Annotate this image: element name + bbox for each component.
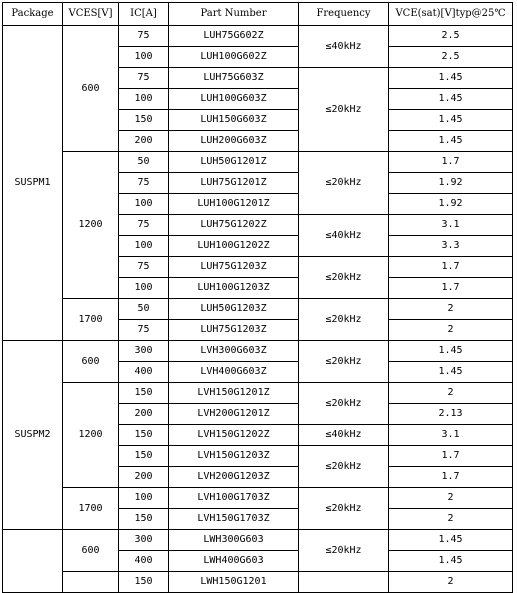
frequency-cell: ≤20kHz [299, 530, 389, 572]
vce-sat-cell: 1.92 [389, 173, 513, 194]
vces-cell: 600 [63, 530, 119, 572]
header-vce-sat: VCE(sat)[V]typ@25℃ [389, 3, 513, 26]
ic-cell: 150 [119, 572, 169, 593]
vce-sat-cell: 3.1 [389, 425, 513, 446]
table-row [3, 488, 513, 509]
ic-cell: 400 [119, 362, 169, 383]
vces-cell: 1200 [63, 152, 119, 299]
ic-cell: 75 [119, 215, 169, 236]
vces-cell: 1700 [63, 488, 119, 530]
package-cell: SUSPM1 [3, 26, 63, 341]
vce-sat-cell: 2 [389, 320, 513, 341]
frequency-cell: ≤20kHz [299, 383, 389, 425]
part-number-cell: LUH100G1202Z [169, 236, 299, 257]
part-number-cell: LUH75G603Z [169, 68, 299, 89]
part-number-cell: LVH150G1203Z [169, 446, 299, 467]
ic-cell: 50 [119, 299, 169, 320]
frequency-cell: ≤40kHz [299, 26, 389, 68]
ic-cell: 150 [119, 446, 169, 467]
ic-cell: 200 [119, 131, 169, 152]
ic-cell: 100 [119, 47, 169, 68]
ic-cell: 50 [119, 152, 169, 173]
part-number-cell: LVH200G1201Z [169, 404, 299, 425]
ic-cell: 75 [119, 257, 169, 278]
frequency-cell: ≤20kHz [299, 488, 389, 530]
package-cell: SUSPM2 [3, 341, 63, 530]
ic-cell: 75 [119, 173, 169, 194]
part-number-cell: LUH200G603Z [169, 131, 299, 152]
part-number-cell: LVH150G1202Z [169, 425, 299, 446]
vce-sat-cell: 2 [389, 509, 513, 530]
frequency-cell: ≤20kHz [299, 152, 389, 215]
vce-sat-cell: 1.7 [389, 446, 513, 467]
vces-cell: 1700 [63, 299, 119, 341]
part-number-cell: LVH300G603Z [169, 341, 299, 362]
part-number-cell: LVH100G1703Z [169, 488, 299, 509]
table-row [3, 341, 513, 362]
part-number-cell: LWH300G603 [169, 530, 299, 551]
part-number-cell: LUH150G603Z [169, 110, 299, 131]
frequency-cell: ≤20kHz [299, 446, 389, 488]
table-row [3, 572, 513, 593]
ic-cell: 100 [119, 236, 169, 257]
part-number-cell: LVH200G1203Z [169, 467, 299, 488]
ic-cell: 100 [119, 278, 169, 299]
vce-sat-cell: 1.45 [389, 110, 513, 131]
ic-cell: 100 [119, 488, 169, 509]
part-number-cell: LUH100G1203Z [169, 278, 299, 299]
part-number-cell: LVH150G1703Z [169, 509, 299, 530]
vce-sat-cell: 1.7 [389, 467, 513, 488]
frequency-cell: ≤20kHz [299, 68, 389, 152]
vce-sat-cell: 1.45 [389, 362, 513, 383]
package-cell [3, 530, 63, 593]
part-number-cell: LUH100G603Z [169, 89, 299, 110]
table-row [3, 530, 513, 551]
part-number-cell: LUH75G1202Z [169, 215, 299, 236]
vces-cell: 600 [63, 341, 119, 383]
vce-sat-cell: 1.7 [389, 278, 513, 299]
vce-sat-cell: 2 [389, 383, 513, 404]
ic-cell: 75 [119, 26, 169, 47]
frequency-cell: ≤20kHz [299, 341, 389, 383]
part-number-cell: LUH75G1203Z [169, 320, 299, 341]
header-package: Package [3, 3, 63, 26]
ic-cell: 75 [119, 320, 169, 341]
vces-cell: 1200 [63, 383, 119, 488]
ic-cell: 200 [119, 404, 169, 425]
vces-cell [63, 572, 119, 593]
vce-sat-cell: 1.45 [389, 341, 513, 362]
vce-sat-cell: 1.45 [389, 530, 513, 551]
vce-sat-cell: 3.3 [389, 236, 513, 257]
vce-sat-cell: 1.45 [389, 551, 513, 572]
vce-sat-cell: 3.1 [389, 215, 513, 236]
vce-sat-cell: 1.92 [389, 194, 513, 215]
ic-cell: 400 [119, 551, 169, 572]
ic-cell: 150 [119, 110, 169, 131]
vce-sat-cell: 1.45 [389, 89, 513, 110]
table-row [3, 152, 513, 173]
header-frequency: Frequency [299, 3, 389, 26]
part-number-cell: LVH150G1201Z [169, 383, 299, 404]
part-number-cell: LUH75G1201Z [169, 173, 299, 194]
part-number-cell: LVH400G603Z [169, 362, 299, 383]
ic-cell: 100 [119, 194, 169, 215]
ic-cell: 200 [119, 467, 169, 488]
frequency-cell: ≤20kHz [299, 257, 389, 299]
vce-sat-cell: 2.5 [389, 47, 513, 68]
vces-cell: 600 [63, 26, 119, 152]
ic-cell: 150 [119, 509, 169, 530]
vce-sat-cell: 2.13 [389, 404, 513, 425]
vce-sat-cell: 2 [389, 488, 513, 509]
ic-cell: 150 [119, 383, 169, 404]
product-spec-table [2, 2, 513, 593]
ic-cell: 150 [119, 425, 169, 446]
ic-cell: 75 [119, 68, 169, 89]
frequency-cell: ≤20kHz [299, 299, 389, 341]
frequency-cell: ≤40kHz [299, 425, 389, 446]
table-row [3, 299, 513, 320]
frequency-cell [299, 572, 389, 593]
part-number-cell: LUH100G1201Z [169, 194, 299, 215]
part-number-cell: LUH50G1203Z [169, 299, 299, 320]
header-part-number: Part Number [169, 3, 299, 26]
frequency-cell: ≤40kHz [299, 215, 389, 257]
header-ic: IC[A] [119, 3, 169, 26]
part-number-cell: LUH75G602Z [169, 26, 299, 47]
table-row [3, 26, 513, 47]
table-row [3, 383, 513, 404]
table-header-row [3, 3, 513, 26]
vce-sat-cell: 1.45 [389, 68, 513, 89]
vce-sat-cell: 2 [389, 572, 513, 593]
header-vces: VCES[V] [63, 3, 119, 26]
vce-sat-cell: 2 [389, 299, 513, 320]
part-number-cell: LUH100G602Z [169, 47, 299, 68]
vce-sat-cell: 1.45 [389, 131, 513, 152]
part-number-cell: LUH50G1201Z [169, 152, 299, 173]
vce-sat-cell: 1.7 [389, 257, 513, 278]
part-number-cell: LWH400G603 [169, 551, 299, 572]
part-number-cell: LWH150G1201 [169, 572, 299, 593]
ic-cell: 300 [119, 530, 169, 551]
ic-cell: 100 [119, 89, 169, 110]
vce-sat-cell: 2.5 [389, 26, 513, 47]
part-number-cell: LUH75G1203Z [169, 257, 299, 278]
vce-sat-cell: 1.7 [389, 152, 513, 173]
ic-cell: 300 [119, 341, 169, 362]
